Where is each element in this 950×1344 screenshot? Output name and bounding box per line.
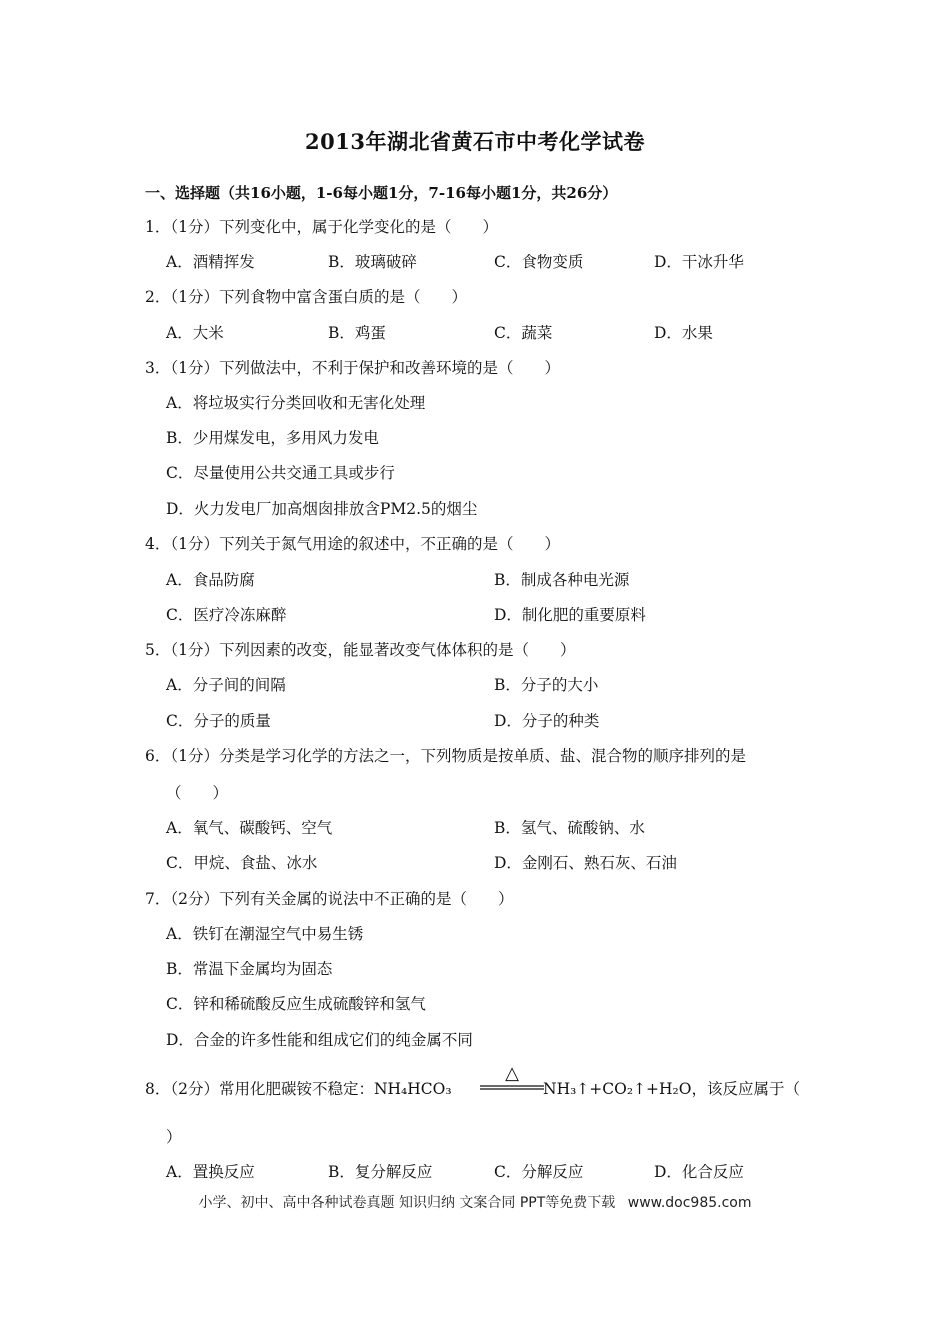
question-5-stem: 5．（1分）下列因素的改变，能显著改变气体体积的是（ ） [145,641,576,659]
question-6-stem-continued: （ ） [166,784,229,802]
q7-option-b: B．常温下金属均为固态 [166,960,333,978]
q6-option-a: A．氧气、碳酸钙、空气 [166,819,333,837]
q1-option-b: B．玻璃破碎 [328,253,417,271]
question-6-stem: 6．（1分）分类是学习化学的方法之一，下列物质是按单质、盐、混合物的顺序排列的是 [145,747,746,765]
q8-option-a: A．置换反应 [166,1163,255,1181]
q3-option-b: B．少用煤发电，多用风力发电 [166,429,379,447]
footer-link[interactable]: www.doc985.com [627,1195,752,1211]
footer-text: 小学、初中、高中各种试卷真题 知识归纳 文案合同 PPT等免费下载 [198,1195,616,1211]
question-8-stem-before: 8．（2分）常用化肥碳铵不稳定：NH₄HCO₃ [145,1080,452,1098]
q3-option-a: A．将垃圾实行分类回收和无害化处理 [166,394,426,412]
question-8-stem-continued: ） [166,1128,182,1146]
q1-option-c: C．食物变质 [494,253,584,271]
q5-option-d: D．分子的种类 [494,712,600,730]
question-7-stem: 7．（2分）下列有关金属的说法中不正确的是（ ） [145,890,514,908]
q2-option-d: D．水果 [654,324,713,342]
equals-sign-lines [480,1063,544,1092]
q8-option-b: B．复分解反应 [328,1163,433,1181]
q6-option-b: B．氢气、硫酸钠、水 [494,819,645,837]
q4-option-a: A．食品防腐 [166,571,255,589]
q2-option-a: A．大米 [166,324,224,342]
q5-option-a: A．分子间的间隔 [166,676,286,694]
question-2-stem: 2．（1分）下列食物中富含蛋白质的是（ ） [145,288,467,306]
question-4-stem: 4．（1分）下列关于氮气用途的叙述中，不正确的是（ ） [145,535,560,553]
q6-option-d: D．金刚石、熟石灰、石油 [494,854,677,872]
page-title: 2013年湖北省黄石市中考化学试卷 [305,129,645,154]
q4-option-d: D．制化肥的重要原料 [494,606,646,624]
q7-option-d: D．合金的许多性能和组成它们的纯金属不同 [166,1031,473,1049]
q3-option-d: D．火力发电厂加高烟囱排放含PM2.5的烟尘 [166,500,478,518]
triangle-heat-icon: △ [505,1063,519,1084]
question-8-stem-after: NH₃↑+CO₂↑+H₂O，该反应属于（ [543,1080,800,1098]
q1-option-d: D．干冰升华 [654,253,744,271]
q8-option-d: D．化合反应 [654,1163,744,1181]
q4-option-c: C．医疗冷冻麻醉 [166,606,287,624]
q7-option-a: A．铁钉在潮湿空气中易生锈 [166,925,364,943]
q5-option-b: B．分子的大小 [494,676,599,694]
q8-option-c: C．分解反应 [494,1163,584,1181]
question-3-stem: 3．（1分）下列做法中，不利于保护和改善环境的是（ ） [145,359,560,377]
q7-option-c: C．锌和稀硫酸反应生成硫酸锌和氢气 [166,995,426,1013]
q2-option-c: C．蔬菜 [494,324,553,342]
q5-option-c: C．分子的质量 [166,712,271,730]
page-footer [0,1192,950,1212]
q4-option-b: B．制成各种电光源 [494,571,630,589]
q6-option-c: C．甲烷、食盐、冰水 [166,854,318,872]
q3-option-c: C．尽量使用公共交通工具或步行 [166,464,395,482]
q2-option-b: B．鸡蛋 [328,324,386,342]
heating-condition-sign [480,1063,544,1092]
question-1-stem: 1．（1分）下列变化中，属于化学变化的是（ ） [145,218,498,236]
section-heading: 一、选择题（共16小题，1-6每小题1分，7-16每小题1分，共26分） [145,184,618,202]
q1-option-a: A．酒精挥发 [166,253,255,271]
